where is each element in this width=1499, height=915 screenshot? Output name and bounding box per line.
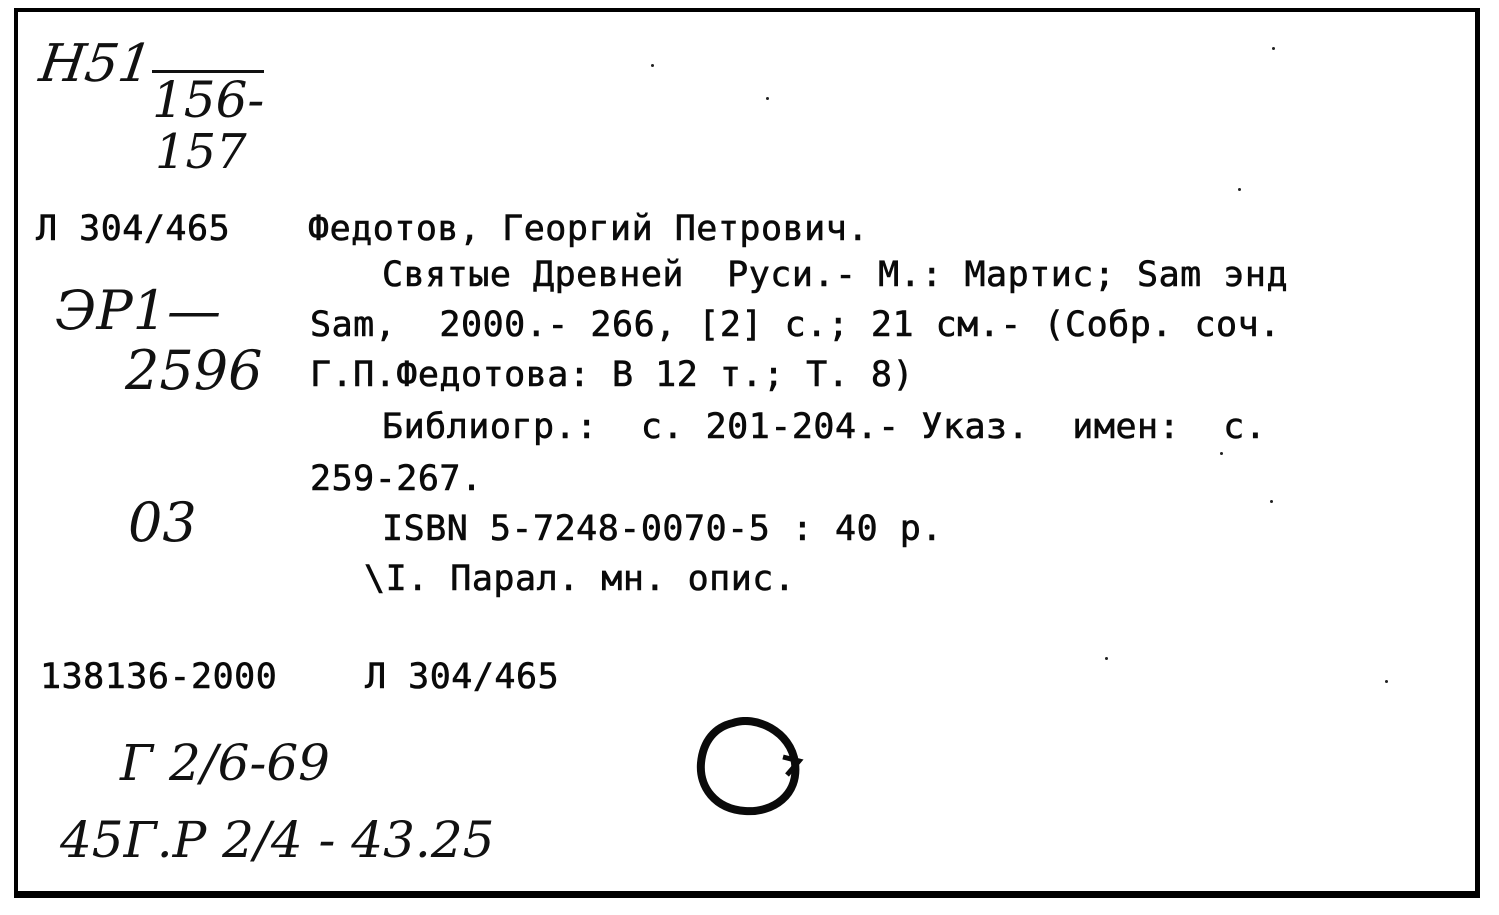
title-line-1: Святые Древней Руси.- М.: Мартис; Sam энд [382,255,1289,295]
notes-line-2: 259-267. [310,459,483,499]
handwritten-shelfmark-prefix: H51 [35,34,156,94]
scan-speck [1272,47,1275,50]
title-line-2: Sam, 2000.- 266, [2] с.; 21 см.- (Собр. соч. [310,305,1281,345]
scan-speck [1105,657,1108,660]
footer-accession-number: 138136-2000 [40,657,278,697]
call-number: Л 304/465 [36,209,231,249]
handwritten-inventory-top: ЭР1— [55,279,222,342]
scan-speck [1385,680,1388,683]
handwritten-shelfmark-top: 156- [152,71,265,129]
author-heading: Федотов, Георгий Петрович. [308,209,869,249]
scan-speck [766,97,769,100]
handwritten-shelfmark-bottom: 157 [155,124,247,180]
scan-speck [651,64,654,67]
scan-speck [1238,188,1241,191]
scan-speck [1220,452,1223,455]
handwritten-note-2: 45Г.Р 2/4 - 43.25 [60,811,495,869]
footer-call-number: Л 304/465 [365,657,560,697]
handwritten-inventory-bottom: 2596 [125,339,263,402]
notes-line-1: Библиогр.: с. 201-204.- Указ. имен: с. [382,407,1267,447]
handwritten-code: 03 [128,491,197,554]
stamp-ring-icon [695,717,805,817]
handwritten-note-1: Г 2/6-69 [120,734,330,792]
parallel-record-line: \I. Парал. мн. опис. [364,559,796,599]
scan-speck [1270,500,1273,503]
title-line-3: Г.П.Федотова: В 12 т.; Т. 8) [310,355,915,395]
isbn-line: ISBN 5-7248-0070-5 : 40 р. [382,509,943,549]
